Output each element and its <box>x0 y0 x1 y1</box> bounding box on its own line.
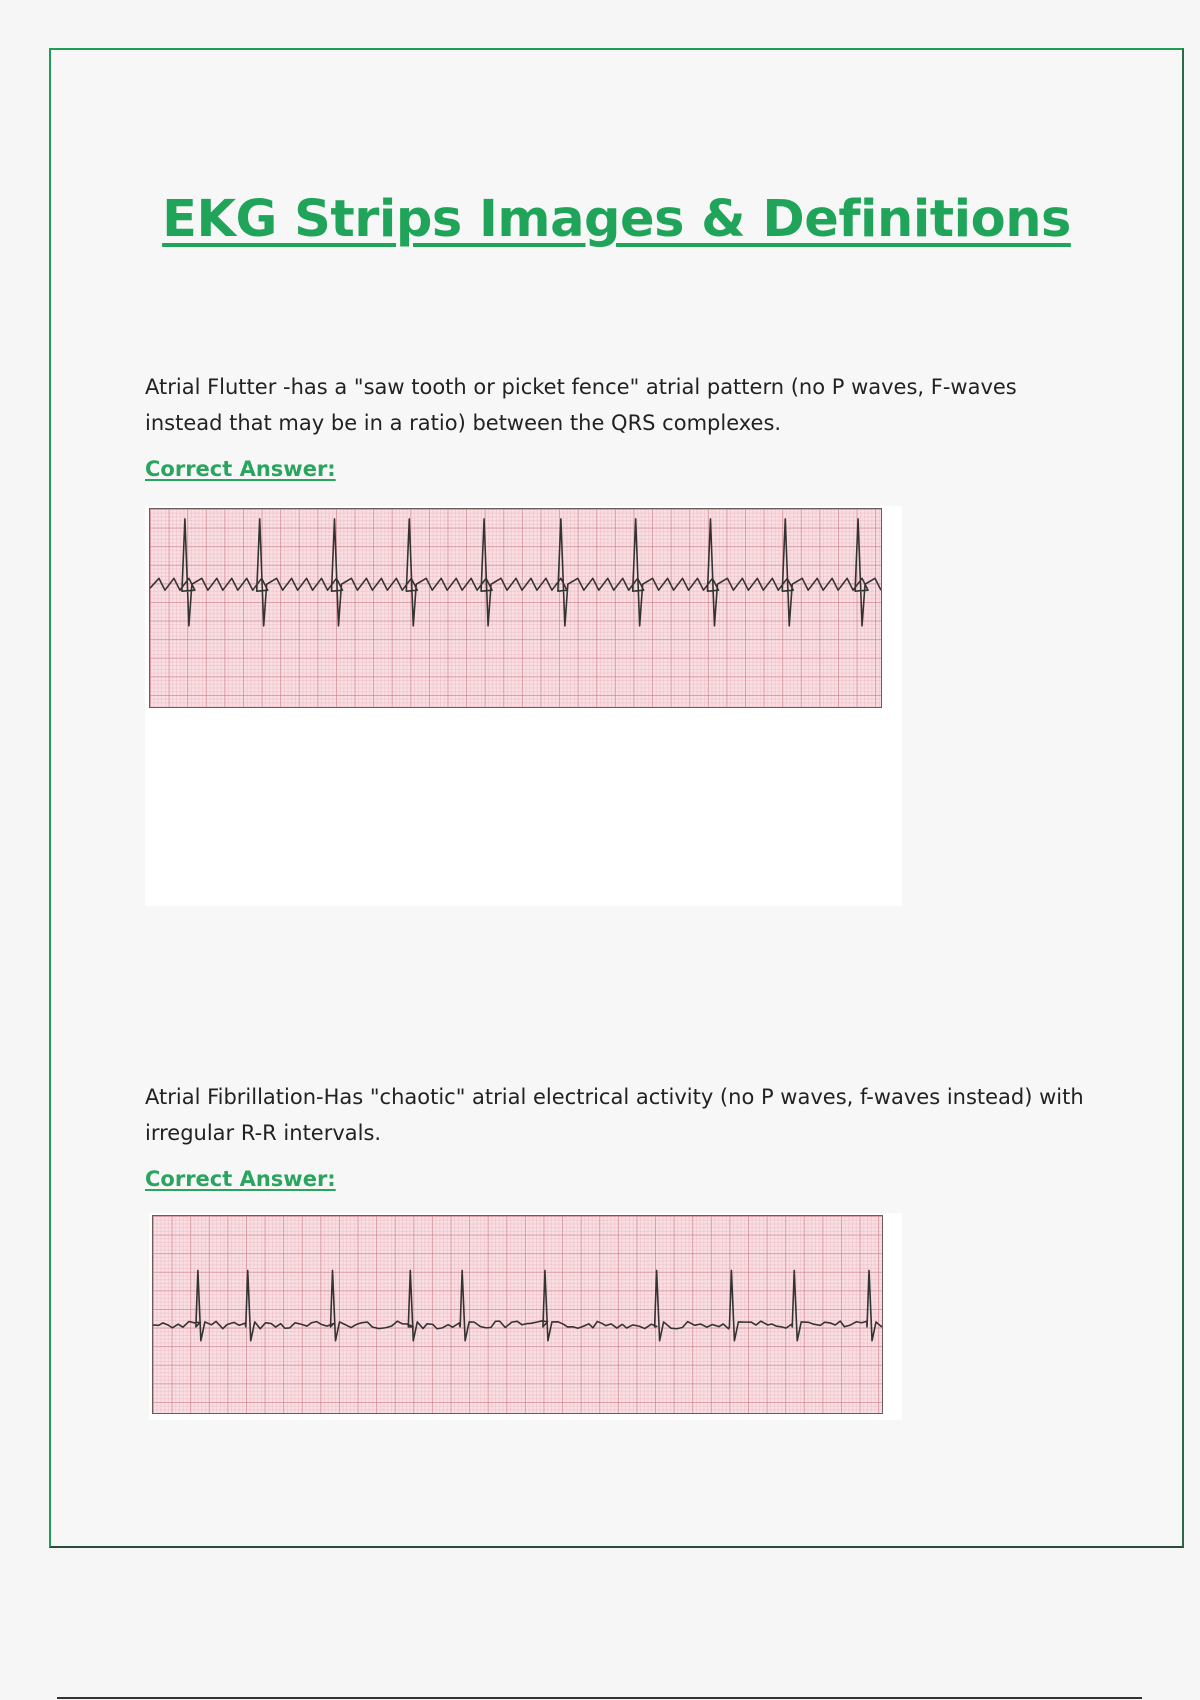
ekg-strip-atrial-flutter <box>149 508 882 708</box>
ekg-strip-atrial-fibrillation <box>152 1215 883 1414</box>
ekg-image-atrial-fibrillation <box>149 1213 902 1420</box>
definition-atrial-flutter: Atrial Flutter -has a "saw tooth or picket fence" atrial pattern (no P waves, F-waves instead that may be in a ratio) between the QRS complexes. <box>145 375 1017 435</box>
correct-answer-label: Correct Answer: <box>145 457 336 481</box>
ekg-trace-atrial-flutter <box>150 509 881 707</box>
page-title-text: EKG Strips Images & Definitions <box>162 190 1071 249</box>
page-title <box>51 190 1182 249</box>
correct-answer-label-2: Correct Answer: <box>145 1167 336 1191</box>
ekg-trace-atrial-fibrillation <box>153 1216 882 1413</box>
definition-atrial-fibrillation: Atrial Fibrillation-Has "chaotic" atrial electrical activity (no P waves, f-waves instead) with irregular R-R intervals. <box>145 1085 1084 1145</box>
ekg-image-atrial-flutter <box>145 506 902 906</box>
footer-divider <box>57 1697 1142 1699</box>
